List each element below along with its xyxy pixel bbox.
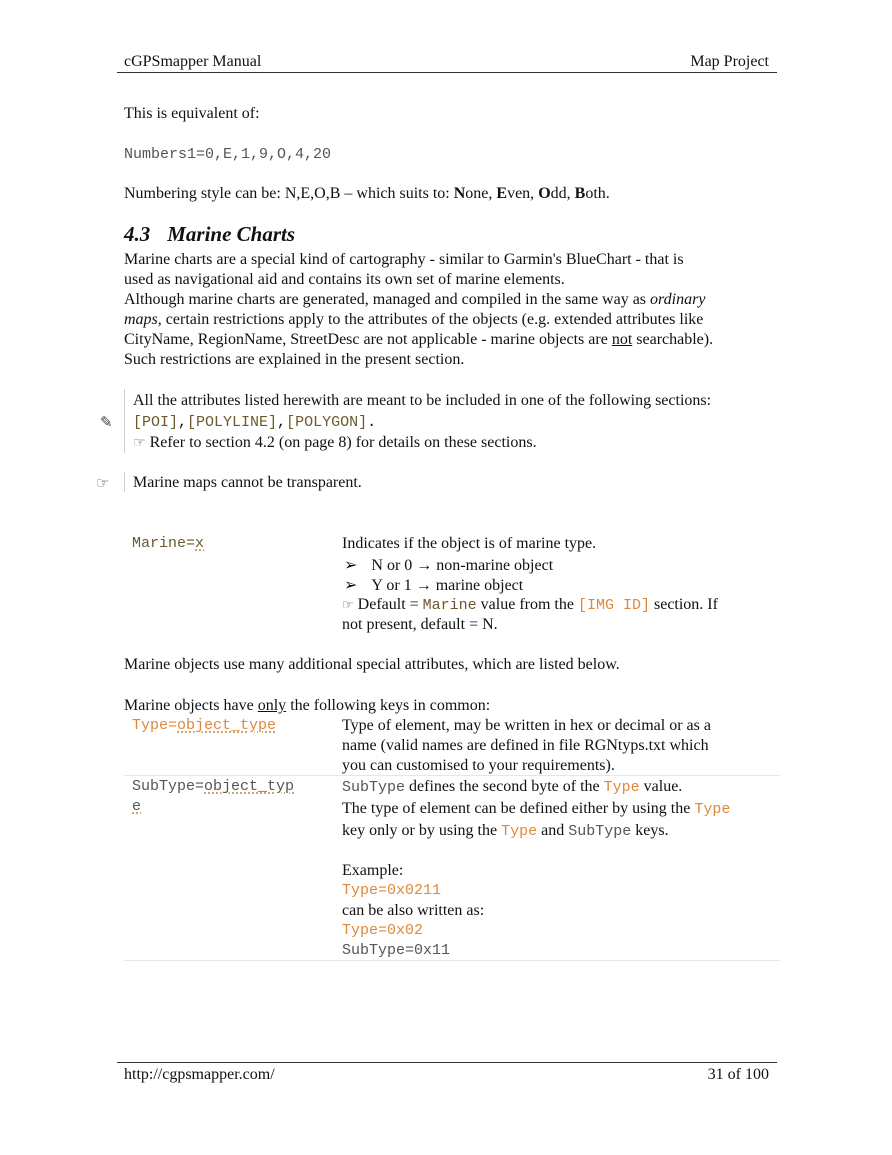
type-key: Type=object_type xyxy=(132,717,277,734)
marine-bullet-2: ➢ Y or 1 → marine object xyxy=(344,577,524,594)
subtype-key: SubType=object_typ xyxy=(132,778,295,795)
additional-attributes-text: Marine objects use many additional special attributes, which are listed below. xyxy=(124,656,620,673)
section-p2-line4: Such restrictions are explained in the present section. xyxy=(124,351,465,368)
note-sections: [POI],[POLYLINE],[POLYGON]. xyxy=(133,414,377,431)
header-section: Map Project xyxy=(690,53,769,70)
type-desc-2: name (valid names are defined in file RGNtyps.txt which xyxy=(342,737,709,754)
note2-bar xyxy=(124,472,125,492)
type-desc-1: Type of element, may be written in hex or decimal or as a xyxy=(342,717,711,734)
subtype-key-wrap: e xyxy=(132,798,142,815)
page-number: 31 of 100 xyxy=(707,1066,769,1083)
note-text-line1: All the attributes listed herewith are meant to be included in one of the following sections: xyxy=(133,392,712,409)
common-keys-text: Marine objects have only the following keys in common: xyxy=(124,697,491,714)
note-text-line3: ☞ Refer to section 4.2 (on page 8) for details on these sections. xyxy=(133,434,537,451)
equiv-text: This is equivalent of: xyxy=(124,105,260,122)
footer-rule xyxy=(117,1062,777,1063)
pointer-icon: ☞ xyxy=(342,597,354,612)
section-p1-line2: used as navigational aid and contains its own set of marine elements. xyxy=(124,271,565,288)
section-p1-line1: Marine charts are a special kind of cartography - similar to Garmin's BlueChart - that is xyxy=(124,251,684,268)
pencil-icon: ✎ xyxy=(100,415,113,431)
marine-key: Marine=x xyxy=(132,535,205,552)
section-p2-line3: CityName, RegionName, StreetDesc are not applicable - marine objects are not searchable). xyxy=(124,331,714,348)
marine-desc: Indicates if the object is of marine type. xyxy=(342,535,597,552)
note2-text: Marine maps cannot be transparent. xyxy=(133,474,362,491)
example-label: Example: xyxy=(342,862,404,879)
example-text: can be also written as: xyxy=(342,902,485,919)
section-p2-line2: maps, certain restrictions apply to the attributes of the objects (e.g. extended attributes like xyxy=(124,311,704,328)
marine-bullet-1: ➢ N or 0 → non-marine object xyxy=(344,557,554,574)
hand-pointer-icon: ☞ xyxy=(133,436,146,451)
example-code-2: Type=0x02 xyxy=(342,922,424,939)
table-bottom-divider xyxy=(124,960,780,961)
numbering-style-text: Numbering style can be: N,E,O,B – which suits to: None, Even, Odd, Both. xyxy=(124,185,610,202)
footer-url[interactable]: http://cgpsmapper.com/ xyxy=(124,1066,275,1083)
subtype-desc-3: key only or by using the Type and SubType keys. xyxy=(342,822,669,840)
header-title: cGPSmapper Manual xyxy=(124,53,262,70)
note-bar xyxy=(124,389,125,453)
hand-pointer-icon-2: ☞ xyxy=(96,476,110,492)
section-heading: 4.3 Marine Charts xyxy=(124,222,296,246)
header-rule xyxy=(117,72,777,73)
example-code-3: SubType=0x11 xyxy=(342,942,451,959)
type-desc-3: you can customised to your requirements). xyxy=(342,757,615,774)
numbers-code: Numbers1=0,E,1,9,O,4,20 xyxy=(124,146,332,163)
marine-default: ☞ Default = Marine value from the [IMG ID] section. If xyxy=(342,596,718,614)
table-row-divider xyxy=(124,775,780,776)
section-p2-line1: Although marine charts are generated, managed and compiled in the same way as ordinary xyxy=(124,291,706,308)
subtype-desc-1: SubType defines the second byte of the Type value. xyxy=(342,778,683,796)
example-code-1: Type=0x0211 xyxy=(342,882,442,899)
marine-default-line2: not present, default = N. xyxy=(342,616,498,633)
subtype-desc-2: The type of element can be defined either by using the Type xyxy=(342,800,731,818)
